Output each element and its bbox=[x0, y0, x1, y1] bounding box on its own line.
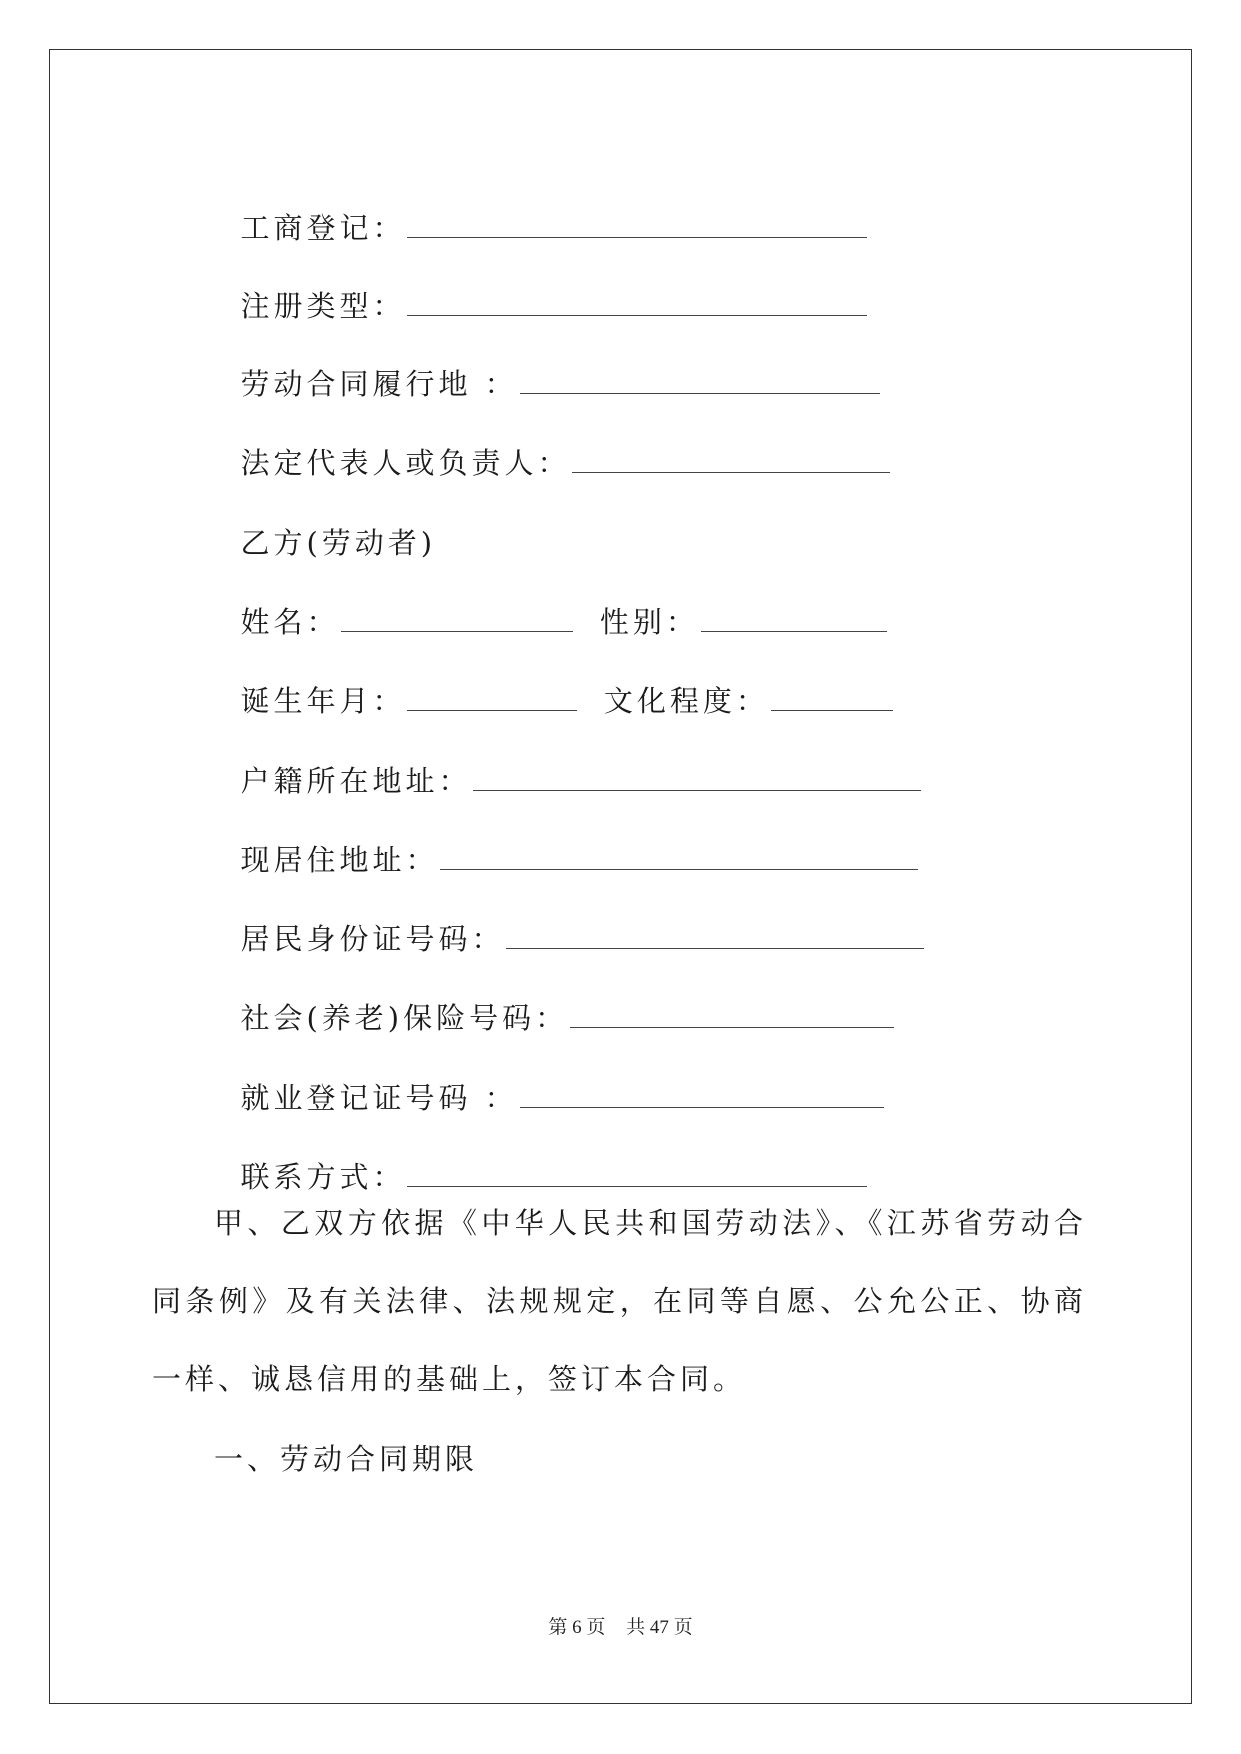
party-b-heading bbox=[214, 489, 436, 561]
blank-line[interactable] bbox=[341, 605, 573, 632]
page-total: 共 47 页 bbox=[626, 1617, 693, 1638]
blank-line[interactable] bbox=[473, 764, 921, 791]
section-heading: 一、劳动合同期限 bbox=[214, 1442, 479, 1476]
blank-line[interactable] bbox=[407, 684, 577, 711]
blank-line[interactable] bbox=[520, 1081, 884, 1108]
field-label: 法定代表人或负责人： bbox=[240, 446, 571, 480]
field-household-address bbox=[214, 727, 921, 799]
blank-line[interactable] bbox=[570, 1001, 894, 1028]
page-footer bbox=[0, 1612, 1241, 1639]
field-label: 户籍所在地址： bbox=[240, 764, 472, 798]
field-label: 注册类型： bbox=[240, 289, 406, 323]
field-label: 劳动合同履行地 ： bbox=[240, 367, 518, 401]
page-number: 第 6 页 bbox=[548, 1617, 606, 1638]
field-current-address bbox=[214, 806, 918, 878]
blank-line[interactable] bbox=[771, 684, 893, 711]
blank-line[interactable] bbox=[440, 843, 918, 870]
field-label: 就业登记证号码 ： bbox=[240, 1081, 518, 1115]
blank-line[interactable] bbox=[407, 211, 867, 238]
field-registration-type bbox=[214, 252, 867, 324]
field-legal-representative bbox=[214, 409, 890, 481]
blank-line[interactable] bbox=[407, 1160, 867, 1187]
field-birth-education bbox=[214, 647, 893, 719]
field-label: 文化程度： bbox=[603, 684, 769, 718]
field-label: 姓名： bbox=[240, 605, 340, 639]
field-label: 社会(养老)保险号码： bbox=[240, 1001, 569, 1035]
field-label: 居民身份证号码： bbox=[240, 922, 505, 956]
blank-line[interactable] bbox=[701, 605, 887, 632]
field-label: 联系方式： bbox=[240, 1160, 406, 1194]
field-employment-registration bbox=[214, 1044, 884, 1116]
blank-line[interactable] bbox=[520, 367, 880, 394]
field-contract-location bbox=[214, 330, 880, 402]
field-label: 现居住地址： bbox=[240, 843, 439, 877]
blank-line[interactable] bbox=[572, 446, 890, 473]
field-social-insurance bbox=[214, 964, 894, 1036]
blank-line[interactable] bbox=[407, 289, 867, 316]
party-b-label: 乙方(劳动者) bbox=[240, 526, 437, 560]
field-label: 诞生年月： bbox=[240, 684, 406, 718]
field-label: 工商登记： bbox=[240, 211, 406, 245]
contract-preamble: 甲、乙双方依据《中华人民共和国劳动法》、《江苏省劳动合同条例》及有关法律、法规规定，在同等自愿、公允公正、协商一样、诚恳信用的基础上，签订本合同。 bbox=[152, 1206, 1087, 1396]
field-id-number bbox=[214, 885, 924, 957]
field-business-registration bbox=[214, 174, 867, 246]
field-label: 性别： bbox=[599, 605, 699, 639]
blank-line[interactable] bbox=[506, 922, 924, 949]
field-name-gender bbox=[214, 568, 887, 640]
